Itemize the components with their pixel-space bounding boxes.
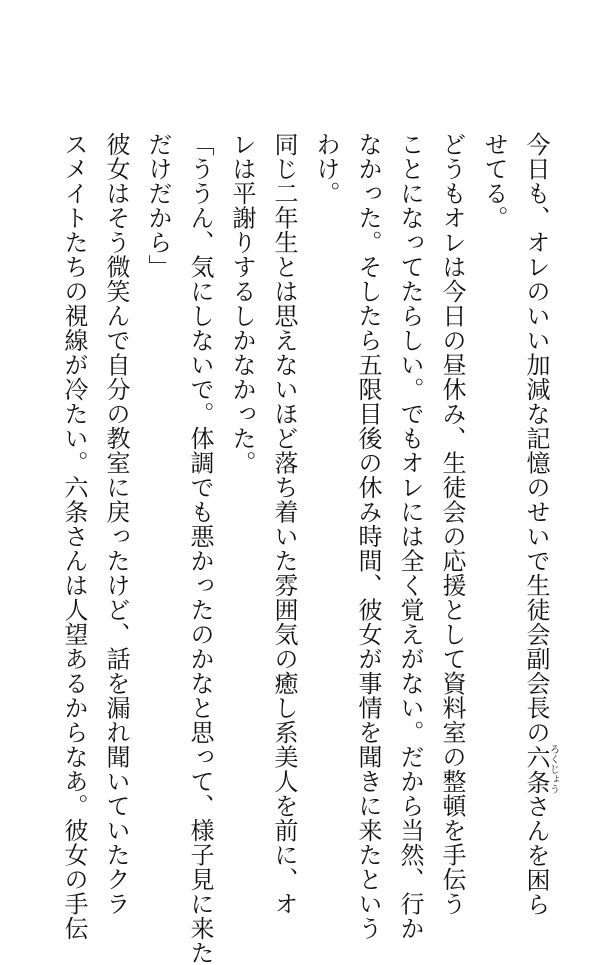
- text-line-1-tail: さんを困ら: [522, 794, 550, 917]
- text-line-10: だけだから」: [144, 132, 172, 279]
- text-line-6: わけ。: [312, 132, 340, 206]
- vertical-text-body: [53, 132, 559, 965]
- text-line-11: 彼女はそう微笑んで自分の教室に戻ったけど、話を漏れ聞いていたクラ: [102, 132, 130, 916]
- ruby-reading: ろくじょう: [547, 744, 559, 795]
- text-line-12: スメイトたちの視線が冷たい。六条さんは人望あるからなあ。彼女の手伝: [60, 132, 88, 941]
- text-line-9: 「ううん、気にしないで。体調でも悪かったのかなと思って、様子見に来た: [186, 132, 214, 965]
- ruby-rokujo: [522, 744, 559, 795]
- ruby-base: 六条: [522, 744, 550, 795]
- text-line-7: 同じ二年生とは思えないほど落ち着いた雰囲気の癒し系美人を前に、オ: [270, 132, 298, 916]
- text-line-5: なかった。そしたら五限目後の休み時間、彼女が事情を聞きに来たという: [354, 132, 382, 941]
- text-line-4: ことになってたらしい。でもオレには全く覚えがない。だから当然、行か: [396, 132, 424, 941]
- text-line-8: レは平謝りするしかなかった。: [228, 132, 256, 475]
- text-line-1: [515, 132, 559, 917]
- text-line-3: どうもオレは今日の昼休み、生徒会の応援として資料室の整頓を手伝う: [438, 132, 466, 916]
- text-line-1-main: 今日も、オレのいい加減な記憶のせいで生徒会副会長の: [522, 132, 550, 745]
- text-line-2: せてる。: [480, 132, 508, 230]
